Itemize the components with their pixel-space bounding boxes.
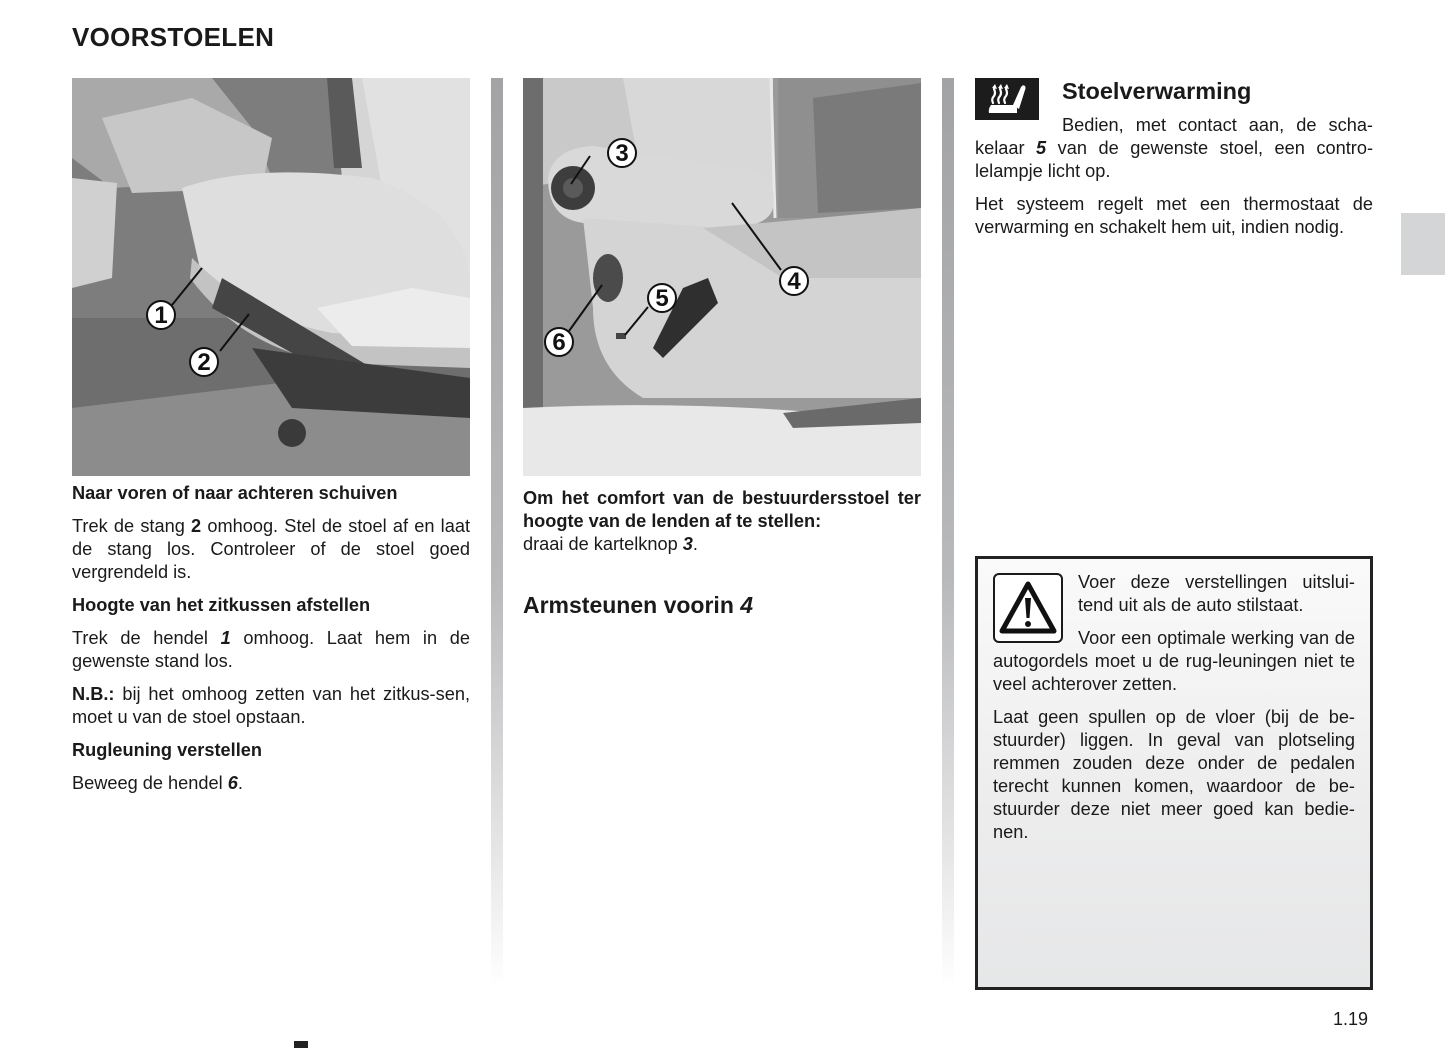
print-crop-mark <box>294 1041 308 1048</box>
chapter-side-tab <box>1401 213 1445 275</box>
armrest-photo-illustration <box>523 78 921 476</box>
reference-number: 3 <box>682 534 693 554</box>
seat-heating-title: Stoelverwarming <box>1062 78 1252 104</box>
column-left <box>72 78 470 795</box>
text-run: omhoog. Stel de stoel af en laat de stang los. Controleer of de stoel goed vergrendeld is. <box>72 516 470 582</box>
warning-box <box>975 556 1373 990</box>
slide-heading: Naar voren of naar achteren schuiven <box>72 483 398 503</box>
armrest-heading-text: Armsteunen voorin <box>523 592 741 618</box>
lumbar-heading: Om het comfort van de bestuurdersstoel ter hoogte van de lenden af te stellen: <box>523 488 921 531</box>
reference-number: 1 <box>220 628 231 648</box>
text-run: omhoog. Laat hem in de gewenste stand los. <box>72 628 470 671</box>
warning-paragraph: Voor een optimale werking van de autogordels moet u de rug-leuningen niet te veel achterover zetten. <box>993 628 1355 694</box>
seat-heating-para1 <box>975 114 1373 183</box>
reference-number: 6 <box>227 773 238 793</box>
callout-4: 4 <box>779 266 809 296</box>
column-separator <box>942 78 954 988</box>
backrest-heading: Rugleuning verstellen <box>72 740 262 760</box>
callout-3: 3 <box>607 138 637 168</box>
armrest-photo <box>523 78 921 476</box>
callout-6: 6 <box>544 327 574 357</box>
reference-number: 2 <box>191 516 202 536</box>
text-run: Trek de hendel <box>72 628 221 648</box>
page-number: 1.19 <box>1333 1009 1369 1029</box>
warning-paragraph: Laat geen spullen op de vloer (bij de be-stuurder) liggen. In geval van plotseling remmen zouden deze onder de pedalen terecht kunnen komen, waardoor de be-stuurder deze niet meer goed kan bedie-nen. <box>993 707 1355 842</box>
seat-photo-illustration <box>72 78 470 476</box>
height-instructions <box>72 627 470 673</box>
warning-triangle-icon <box>993 573 1063 643</box>
callout-1: 1 <box>146 300 176 330</box>
text-run: Beweeg de hendel <box>72 773 228 793</box>
text-run: . <box>692 534 698 554</box>
lumbar-instructions <box>523 487 921 556</box>
height-heading: Hoogte van het zitkussen afstellen <box>72 595 371 615</box>
column-separator <box>491 78 503 988</box>
warning-paragraph: Voer deze verstellingen uitslui-tend uit als de auto stilstaat. <box>1078 572 1355 615</box>
column-middle <box>523 78 921 619</box>
callout-2: 2 <box>189 347 219 377</box>
note-label: N.B.: <box>72 684 115 704</box>
note-paragraph <box>72 683 470 729</box>
column-right <box>975 78 1373 239</box>
backrest-instructions <box>72 772 470 795</box>
slide-instructions <box>72 515 470 584</box>
page-title: VOORSTOELEN <box>72 22 275 52</box>
slide-section <box>72 482 470 795</box>
reference-number: 5 <box>1036 138 1047 158</box>
seat-heating-icon <box>975 78 1039 120</box>
text-run: van de gewenste stoel, een contro-lelampje licht op. <box>975 138 1373 181</box>
armrest-heading <box>523 592 921 619</box>
text-run: Trek de stang <box>72 516 192 536</box>
text-run: . <box>237 773 243 793</box>
text-run: bij het omhoog zetten van het zitkus-sen, moet u van de stoel opstaan. <box>72 684 470 727</box>
callout-5: 5 <box>647 283 677 313</box>
lumbar-section <box>523 487 921 556</box>
text-run: draai de kartelknop <box>523 534 683 554</box>
reference-number: 4 <box>740 592 754 618</box>
text-run: Bedien, met contact aan, de scha-kelaar <box>975 115 1373 158</box>
seat-slide-photo <box>72 78 470 476</box>
seat-heating-para2: Het systeem regelt met een thermostaat de verwarming en schakelt hem uit, indien nodig. <box>975 194 1373 237</box>
